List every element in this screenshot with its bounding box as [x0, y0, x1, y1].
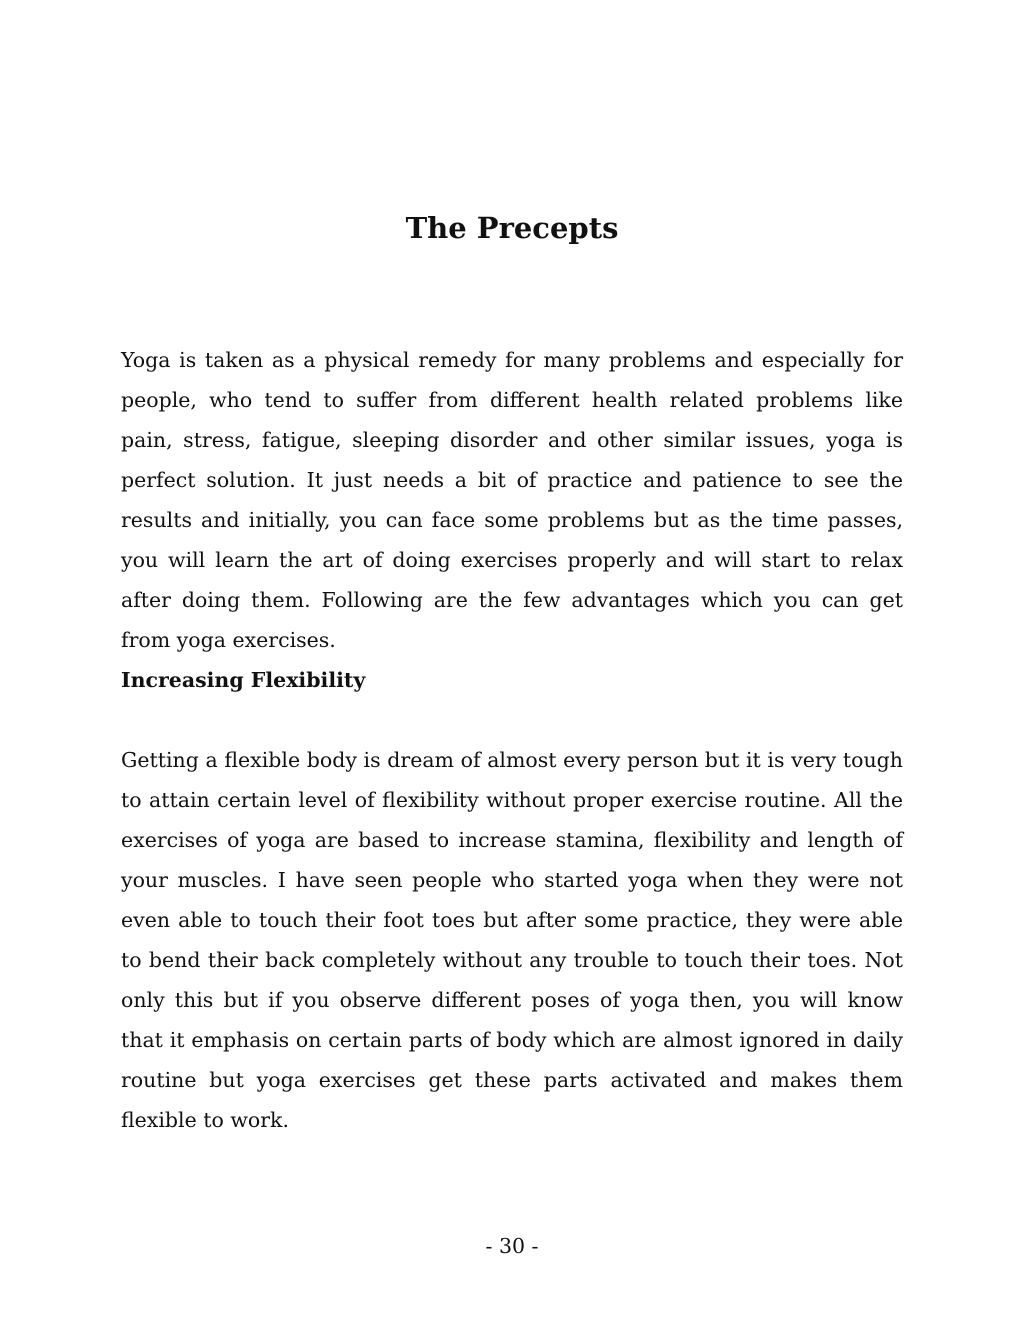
section-heading-increasing-flexibility: Increasing Flexibility	[121, 668, 366, 692]
page-number: - 30 -	[485, 1234, 539, 1258]
page-title: The Precepts	[405, 211, 619, 245]
flexibility-paragraph: Getting a flexible body is dream of almost every person but it is very tough to attain certain level of flexibility without proper exercise routine. All the exercises of yoga are based to increase stamina, flexibility and length of your muscles. I have seen people who started yoga when they were not even able to touch their foot toes but after some practice, they were able to bend their back completely without any trouble to touch their toes. Not only this but if you observe different poses of yoga then, you will know that it emphasis on certain parts of body which are almost ignored in daily routine but yoga exercises get these parts activated and makes them flexible to work.	[121, 748, 903, 1132]
intro-paragraph: Yoga is taken as a physical remedy for many problems and especially for people, who tend to suffer from different health related problems like pain, stress, fatigue, sleeping disorder and other similar issues, yoga is perfect solution. It just needs a bit of practice and patience to see the results and initially, you can face some problems but as the time passes, you will learn the art of doing exercises properly and will start to relax after doing them. Following are the few advantages which you can get from yoga exercises.	[121, 348, 903, 652]
